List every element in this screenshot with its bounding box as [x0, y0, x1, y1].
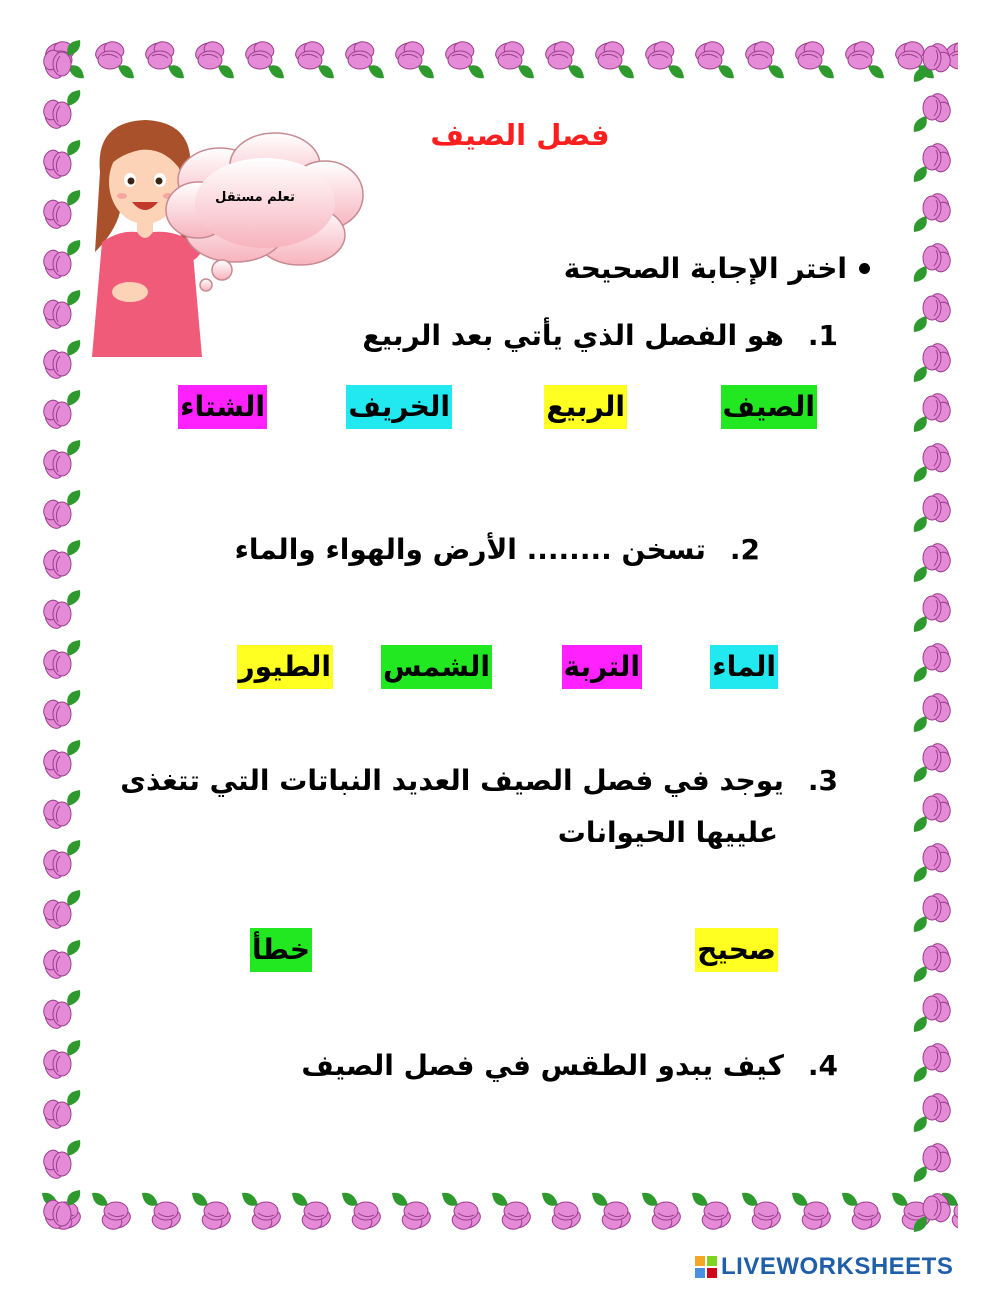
- flower-icon: [188, 36, 238, 86]
- flower-icon: [38, 436, 88, 486]
- instruction-text: اختر الإجابة الصحيحة: [563, 252, 847, 285]
- flower-icon: [906, 1086, 956, 1136]
- flower-icon: [488, 1185, 538, 1235]
- option-2d[interactable]: الطيور: [237, 645, 334, 689]
- flower-icon: [788, 36, 838, 86]
- flower-icon: [738, 36, 788, 86]
- option-1b[interactable]: الربيع: [544, 385, 627, 429]
- flower-icon: [38, 586, 88, 636]
- flower-icon: [38, 1186, 88, 1236]
- flower-icon: [438, 36, 488, 86]
- option-1c[interactable]: الخريف: [346, 385, 452, 429]
- flower-icon: [288, 36, 338, 86]
- flower-icon: [906, 136, 956, 186]
- flower-icon: [338, 1185, 388, 1235]
- option-false[interactable]: خطأ: [250, 928, 312, 972]
- flower-icon: [906, 886, 956, 936]
- question-1: [362, 312, 838, 360]
- flower-icon: [88, 1185, 138, 1235]
- flower-icon: [438, 1185, 488, 1235]
- flower-icon: [906, 186, 956, 236]
- flower-icon: [538, 36, 588, 86]
- flower-icon: [38, 486, 88, 536]
- question-text: هو الفصل الذي يأتي بعد الربيع: [362, 319, 784, 352]
- flower-border-top: [38, 36, 958, 88]
- flower-icon: [906, 686, 956, 736]
- flower-icon: [906, 586, 956, 636]
- question-4: [301, 1042, 838, 1090]
- flower-icon: [906, 386, 956, 436]
- liveworksheets-logo-icon: [695, 1256, 717, 1278]
- flower-icon: [38, 386, 88, 436]
- flower-icon: [906, 286, 956, 336]
- option-1a[interactable]: الصيف: [721, 385, 817, 429]
- flower-icon: [838, 36, 888, 86]
- flower-icon: [906, 436, 956, 486]
- flower-icon: [38, 686, 88, 736]
- question-number: 2.: [729, 533, 760, 566]
- flower-icon: [906, 786, 956, 836]
- flower-icon: [588, 36, 638, 86]
- question-3-continued: [558, 809, 778, 857]
- worksheet-title: فصل الصيف: [430, 118, 610, 152]
- flower-icon: [588, 1185, 638, 1235]
- bullet-icon: [859, 263, 870, 274]
- logo-text: LIVEWORKSHEETS: [721, 1253, 954, 1280]
- liveworksheets-logo[interactable]: [695, 1253, 953, 1281]
- flower-icon: [38, 1036, 88, 1086]
- flower-icon: [38, 36, 88, 86]
- question-number: 3.: [807, 764, 838, 797]
- option-true[interactable]: صحيح: [695, 928, 778, 972]
- flower-icon: [238, 1185, 288, 1235]
- instruction: [564, 252, 870, 285]
- flower-icon: [38, 986, 88, 1036]
- flower-icon: [906, 536, 956, 586]
- flower-border-right: [906, 36, 958, 1239]
- flower-icon: [638, 36, 688, 86]
- flower-icon: [388, 36, 438, 86]
- flower-icon: [788, 1185, 838, 1235]
- flower-icon: [38, 786, 88, 836]
- question-3: [120, 757, 838, 805]
- flower-border-bottom: [38, 1185, 958, 1239]
- question-text-line-2: علييها الحيوانات: [557, 816, 778, 849]
- flower-icon: [38, 1086, 88, 1136]
- flower-icon: [906, 636, 956, 686]
- option-2c[interactable]: الشمس: [381, 645, 492, 689]
- question-text: تسخن ........ الأرض والهواء والماء: [234, 533, 706, 566]
- flower-icon: [906, 986, 956, 1036]
- question-2: [235, 526, 760, 574]
- flower-icon: [338, 36, 388, 86]
- flower-icon: [38, 836, 88, 886]
- question-number: 4.: [807, 1049, 838, 1082]
- flower-icon: [38, 1136, 88, 1186]
- flower-icon: [488, 36, 538, 86]
- flower-icon: [138, 36, 188, 86]
- flower-icon: [838, 1185, 888, 1235]
- flower-icon: [906, 1036, 956, 1086]
- flower-icon: [906, 936, 956, 986]
- flower-icon: [906, 736, 956, 786]
- flower-icon: [906, 486, 956, 536]
- question-text: كيف يبدو الطقس في فصل الصيف: [301, 1049, 784, 1082]
- flower-icon: [88, 36, 138, 86]
- flower-icon: [906, 1236, 956, 1239]
- question-number: 1.: [807, 319, 838, 352]
- flower-icon: [738, 1185, 788, 1235]
- flower-icon: [906, 36, 956, 86]
- flower-icon: [688, 1185, 738, 1235]
- flower-icon: [906, 236, 956, 286]
- flower-icon: [38, 536, 88, 586]
- flower-icon: [538, 1185, 588, 1235]
- flower-icon: [906, 336, 956, 386]
- option-2a[interactable]: الماء: [710, 645, 778, 689]
- flower-icon: [38, 736, 88, 786]
- flower-icon: [288, 1185, 338, 1235]
- flower-icon: [388, 1185, 438, 1235]
- flower-icon: [138, 1185, 188, 1235]
- flower-icon: [238, 36, 288, 86]
- flower-icon: [38, 886, 88, 936]
- flower-icon: [188, 1185, 238, 1235]
- flower-icon: [906, 836, 956, 886]
- option-2b[interactable]: التربة: [562, 645, 642, 689]
- cloud-label: تعلم مستقل: [215, 190, 295, 205]
- flower-icon: [38, 1236, 88, 1239]
- option-1d[interactable]: الشتاء: [178, 385, 267, 429]
- flower-icon: [688, 36, 738, 86]
- flower-icon: [638, 1185, 688, 1235]
- question-text-line-1: يوجد في فصل الصيف العديد النباتات التي تتغذى: [120, 764, 784, 797]
- thought-cloud: [160, 125, 370, 295]
- flower-icon: [906, 86, 956, 136]
- flower-icon: [38, 636, 88, 686]
- flower-icon: [906, 1186, 956, 1236]
- flower-icon: [906, 1136, 956, 1186]
- flower-icon: [38, 936, 88, 986]
